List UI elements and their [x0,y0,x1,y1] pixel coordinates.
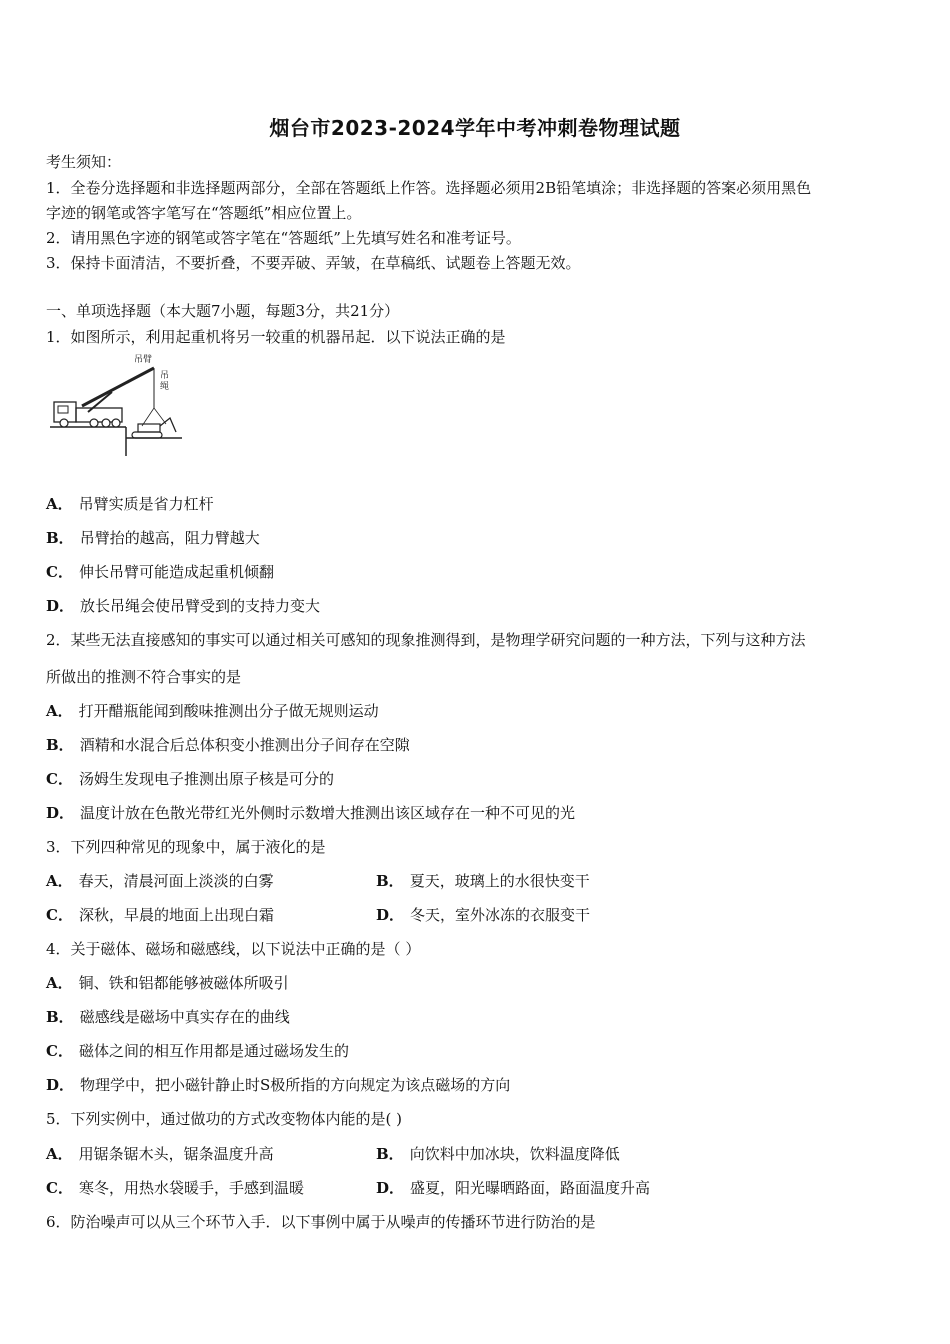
q4-option-a [46,973,289,993]
q4-stem: 4．关于磁体、磁场和磁感线，以下说法中正确的是（ ） [46,940,421,958]
notice-heading: 考生须知： [46,153,122,171]
option-label: C． [46,770,73,788]
option-label: D． [46,804,75,822]
q3-option-c [46,905,274,925]
option-text: 磁感线是磁场中真实存在的曲线 [79,1008,290,1026]
option-label: A． [46,495,73,513]
crane-figure [46,352,186,462]
q3-option-b [376,871,590,891]
option-label: D． [376,906,405,924]
option-text: 吊臂抬的越高，阻力臂越大 [79,529,260,547]
option-text: 深秋，早晨的地面上出现白霜 [78,906,274,924]
q6-stem: 6．防治噪声可以从三个环节入手．以下事例中属于从噪声的传播环节进行防治的是 [46,1213,596,1231]
option-text: 伸长吊臂可能造成起重机倾翻 [78,563,274,581]
q5-stem: 5．下列实例中，通过做功的方式改变物体内能的是( ) [46,1110,403,1128]
option-label: C． [46,1179,73,1197]
option-text: 向饮料中加冰块，饮料温度降低 [409,1145,620,1163]
q5-option-a [46,1144,274,1164]
figure-label-boom: 吊臂 [134,355,153,365]
q1-option-c [46,562,274,582]
option-label: B． [46,736,74,754]
option-text: 铜、铁和铝都能够被磁体所吸引 [78,974,289,992]
option-text: 物理学中，把小磁针静止时S极所指的方向规定为该点磁场的方向 [80,1076,511,1094]
option-label: B． [376,1145,404,1163]
q4-option-c [46,1041,349,1061]
option-text: 吊臂实质是省力杠杆 [78,495,214,513]
q3-option-a [46,871,274,891]
option-label: A． [46,1145,73,1163]
q3-option-d [376,905,590,925]
q2-option-a [46,701,379,721]
q2-stem-line1: 2．某些无法直接感知的事实可以通过相关可感知的现象推测得到，是物理学研究问题的一种方法，下列与这种方法 [46,631,806,649]
option-label: D． [46,597,75,615]
option-label: B． [46,529,74,547]
q2-option-d [46,803,575,823]
q5-option-d [376,1178,650,1198]
figure-label-rope-2: 绳 [160,382,170,392]
option-text: 用锯条锯木头，锯条温度升高 [78,1145,274,1163]
q5-option-c [46,1178,304,1198]
option-label: A． [46,974,73,992]
option-label: C． [46,1042,73,1060]
option-text: 汤姆生发现电子推测出原子核是可分的 [78,770,334,788]
q2-stem-line2: 所做出的推测不符合事实的是 [46,668,242,686]
figure-label-rope-1: 吊 [160,371,170,381]
option-text: 盛夏，阳光曝晒路面，路面温度升高 [410,1179,651,1197]
option-text: 春天，清晨河面上淡淡的白雾 [78,872,274,890]
option-label: A． [46,702,73,720]
option-label: D． [376,1179,405,1197]
option-label: C． [46,906,73,924]
q1-option-a [46,494,214,514]
exam-title: 烟台市2023-2024学年中考冲刺卷物理试题 [269,116,681,140]
q1-stem: 1．如图所示，利用起重机将另一较重的机器吊起．以下说法正确的是 [46,328,506,346]
q5-option-b [376,1144,620,1164]
q4-option-b [46,1007,290,1027]
option-label: B． [46,1008,74,1026]
option-label: B． [376,872,404,890]
q2-option-b [46,735,410,755]
q3-stem: 3．下列四种常见的现象中，属于液化的是 [46,838,326,856]
option-text: 打开醋瓶能闻到酸味推测出分子做无规则运动 [78,702,379,720]
option-label: D． [46,1076,75,1094]
option-text: 冬天，室外冰冻的衣服变干 [410,906,591,924]
option-text: 夏天，玻璃上的水很快变干 [409,872,590,890]
q2-option-c [46,769,334,789]
option-text: 酒精和水混合后总体积变小推测出分子间存在空隙 [79,736,410,754]
option-label: A． [46,872,73,890]
notice-item-1: 1．全卷分选择题和非选择题两部分，全部在答题纸上作答。选择题必须用2B铅笔填涂；非选择题的答案必须用黑色 [46,179,812,197]
q1-option-b [46,528,260,548]
notice-item-2: 2．请用黑色字迹的钢笔或答字笔在“答题纸”上先填写姓名和准考证号。 [46,229,521,247]
notice-item-1-cont: 字迹的钢笔或答字笔写在“答题纸”相应位置上。 [46,204,362,222]
option-text: 磁体之间的相互作用都是通过磁场发生的 [78,1042,349,1060]
option-label: C． [46,563,73,581]
section-heading: 一、单项选择题（本大题7小题，每题3分，共21分） [46,302,400,320]
q4-option-d [46,1075,510,1095]
option-text: 放长吊绳会使吊臂受到的支持力变大 [80,597,321,615]
q1-option-d [46,596,320,616]
notice-item-3: 3．保持卡面清洁，不要折叠，不要弄破、弄皱，在草稿纸、试题卷上答题无效。 [46,254,581,272]
option-text: 温度计放在色散光带红光外侧时示数增大推测出该区域存在一种不可见的光 [80,804,576,822]
option-text: 寒冬，用热水袋暖手，手感到温暖 [78,1179,304,1197]
